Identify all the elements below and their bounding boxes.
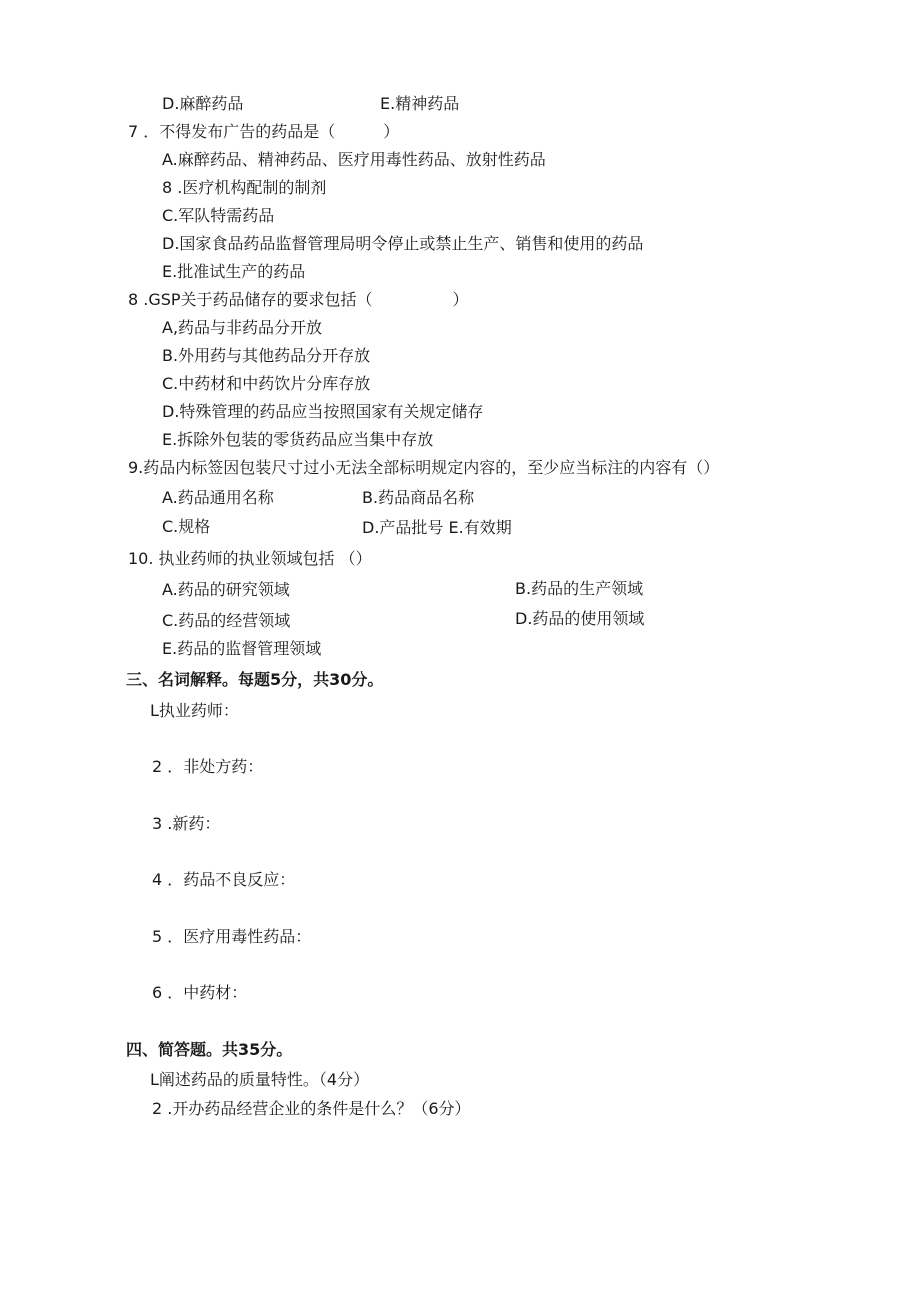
q7-option-c: C.军队特需药品 xyxy=(162,206,275,225)
q9-option-c: C.规格 xyxy=(162,517,211,536)
q10-option-e: E.药品的监督管理领域 xyxy=(162,639,322,658)
section4-item-1: L阐述药品的质量特性。（4分） xyxy=(150,1070,370,1089)
q10-option-b: B.药品的生产领域 xyxy=(515,579,644,598)
q8-option-e: E.拆除外包装的零货药品应当集中存放 xyxy=(162,430,434,449)
section4-item-2: 2 .开办药品经营企业的条件是什么？（6分） xyxy=(152,1099,471,1118)
section3-item-1: L执业药师： xyxy=(150,701,239,720)
q8-option-b: B.外用药与其他药品分开存放 xyxy=(162,346,371,365)
q9-option-b: B.药品商品名称 xyxy=(362,488,475,507)
section3-heading: 三、名词解释。每题5分，共30分。 xyxy=(126,670,384,689)
section3-item-3: 3 .新药： xyxy=(152,814,221,833)
q7-stem: 7 ．不得发布广告的药品是（ ） xyxy=(128,122,400,141)
section3-item-5: 5 ．医疗用毒性药品： xyxy=(152,927,312,946)
q7-option-b: 8 .医疗机构配制的制剂 xyxy=(162,178,327,197)
q7-option-a: A.麻醉药品、精神药品、医疗用毒性药品、放射性药品 xyxy=(162,150,546,169)
q6-option-d: D.麻醉药品 xyxy=(162,94,244,113)
q10-option-d: D.药品的使用领域 xyxy=(515,609,645,628)
section3-item-4: 4 ．药品不良反应： xyxy=(152,870,296,889)
q8-option-c: C.中药材和中药饮片分库存放 xyxy=(162,374,371,393)
q10-stem: 10. 执业药师的执业领域包括 （） xyxy=(128,549,372,568)
q8-option-d: D.特殊管理的药品应当按照国家有关规定储存 xyxy=(162,402,484,421)
section3-item-2: 2 ．非处方药： xyxy=(152,757,264,776)
section4-heading: 四、简答题。共35分。 xyxy=(126,1040,293,1059)
q8-stem: 8 .GSP关于药品储存的要求包括（ ） xyxy=(128,290,469,309)
q8-option-a: A,药品与非药品分开放 xyxy=(162,318,323,337)
q9-stem: 9.药品内标签因包装尺寸过小无法全部标明规定内容的，至少应当标注的内容有（） xyxy=(128,458,720,477)
q6-option-e: E.精神药品 xyxy=(380,94,460,113)
q9-option-de: D.产品批号 E.有效期 xyxy=(362,518,512,537)
q9-option-a: A.药品通用名称 xyxy=(162,488,274,507)
section3-item-6: 6 ．中药材： xyxy=(152,983,248,1002)
q7-option-d: D.国家食品药品监督管理局明令停止或禁止生产、销售和使用的药品 xyxy=(162,234,644,253)
q10-option-a: A.药品的研究领域 xyxy=(162,580,290,599)
q7-option-e: E.批准试生产的药品 xyxy=(162,262,306,281)
q10-option-c: C.药品的经营领域 xyxy=(162,611,291,630)
